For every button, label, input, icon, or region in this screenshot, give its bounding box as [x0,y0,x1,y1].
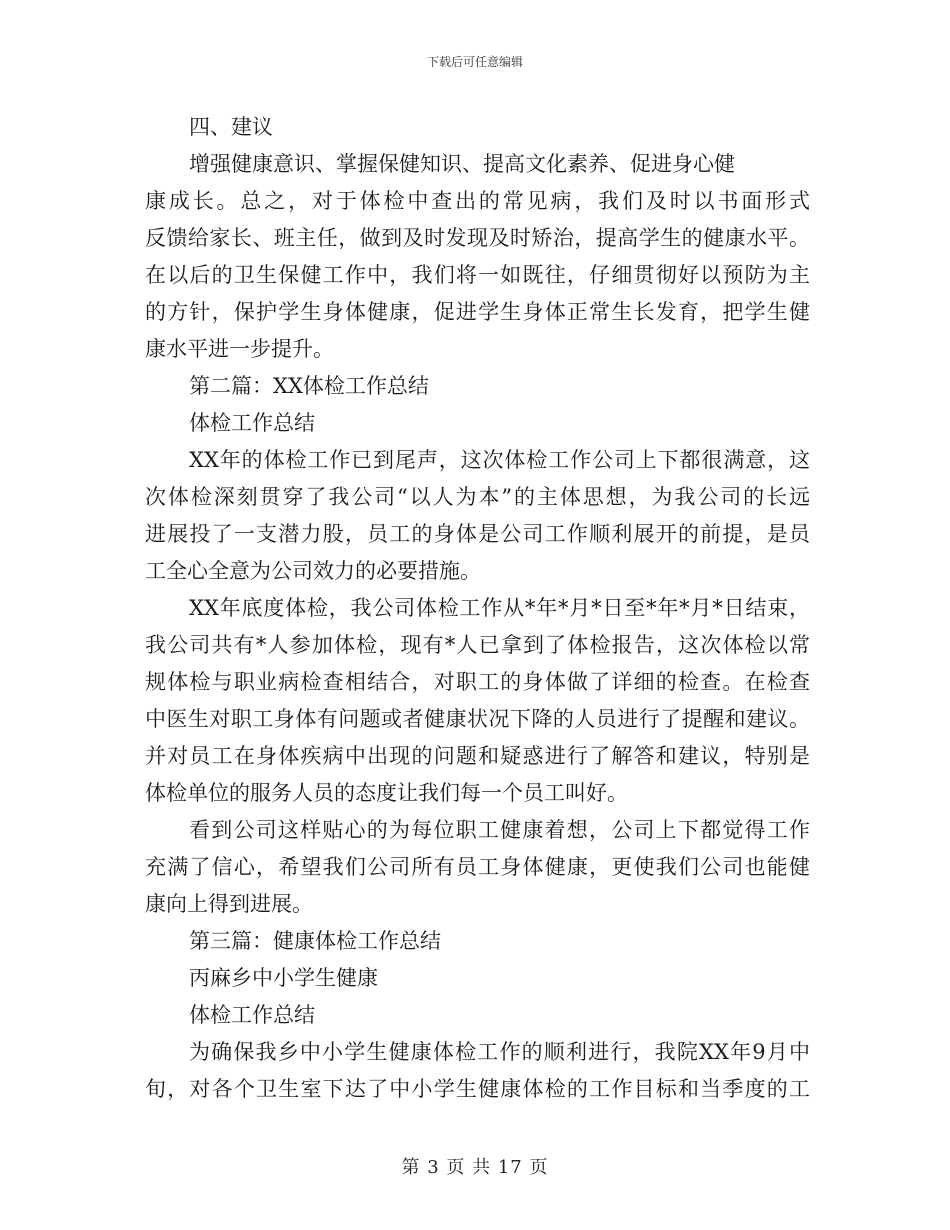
paragraph-line: 我公司共有*人参加体检，现有*人已拿到了体检报告，这次体检以常 [145,633,810,657]
paragraph-line: 康水平进一步提升。 [145,337,334,361]
paragraph-line: 增强健康意识、掌握保健知识、提高文化素养、促进身心健 [189,152,735,176]
paragraph-line: 看到公司这样贴心的为每位职工健康着想，公司上下都觉得工作 [189,818,810,842]
paragraph-line: 反馈给家长、班主任，做到及时发现及时矫治，提高学生的健康水平。 [145,226,810,250]
paragraph-line: 次体检深刻贯穿了我公司“以人为本”的主体思想，为我公司的长远 [145,485,810,509]
paragraph-line: 并对员工在身体疾病中出现的问题和疑惑进行了解答和建议，特别是 [145,744,810,768]
paragraph-line: 康向上得到进展。 [145,892,313,916]
paragraph-line: 充满了信心，希望我们公司所有员工身体健康，更使我们公司也能健 [145,855,810,879]
paragraph-line: XX年的体检工作已到尾声，这次体检工作公司上下都很满意，这 [189,448,810,472]
paragraph-line: 进展投了一支潜力股，员工的身体是公司工作顺利展开的前提，是员 [145,522,810,546]
paragraph-line: 康成长。总之，对于体检中查出的常见病，我们及时以书面形式 [145,189,810,213]
page-header: 下载后可任意编辑 [426,55,523,69]
paragraph-line: 工全心全意为公司效力的必要措施。 [145,559,481,583]
page-number: 第 3 页 共 17 页 [401,1157,549,1178]
section-heading: 四、建议 [189,115,273,139]
chapter-title: 第三篇：健康体检工作总结 [189,929,441,953]
paragraph-line: 中医生对职工身体有问题或者健康状况下降的人员进行了提醒和建议。 [145,707,810,731]
paragraph-line: 为确保我乡中小学生健康体检工作的顺利进行，我院XX年9月中 [189,1040,810,1064]
section-title: 体检工作总结 [189,1003,315,1027]
paragraph-line: 旬，对各个卫生室下达了中小学生健康体检的工作目标和当季度的工 [145,1077,810,1101]
section-title: 丙麻乡中小学生健康 [189,966,378,990]
paragraph-line: 规体检与职业病检查相结合，对职工的身体做了详细的检查。在检查 [145,670,810,694]
chapter-title: 第二篇：XX体检工作总结 [189,374,429,398]
document-body [145,109,810,1108]
paragraph-line: XX年底度体检，我公司体检工作从*年*月*日至*年*月*日结束， [189,596,810,620]
paragraph-line: 体检单位的服务人员的态度让我们每一个员工叫好。 [145,781,628,805]
section-title: 体检工作总结 [189,411,315,435]
paragraph-line: 的方针，保护学生身体健康，促进学生身体正常生长发育，把学生健 [145,300,810,324]
paragraph-line: 在以后的卫生保健工作中，我们将一如既往，仔细贯彻好以预防为主 [145,263,810,287]
